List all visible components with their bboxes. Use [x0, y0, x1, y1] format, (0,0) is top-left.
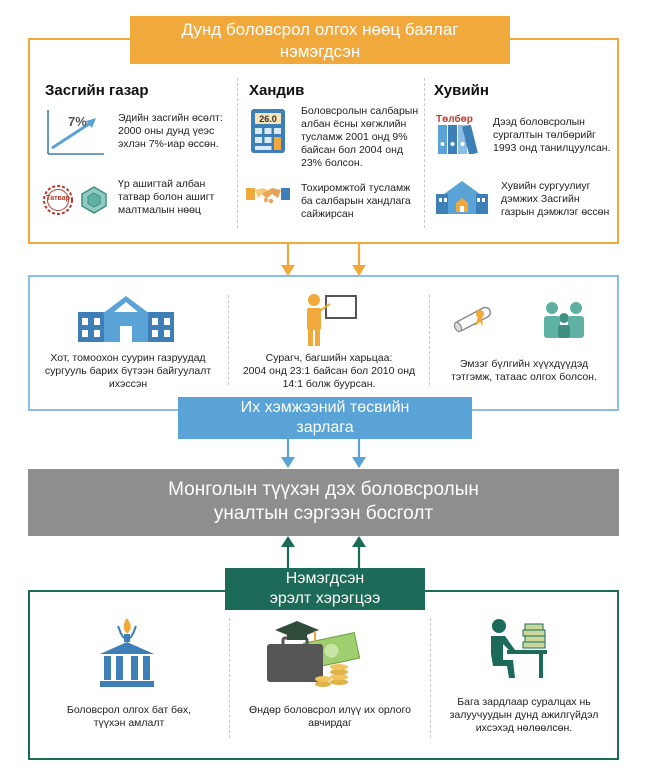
expenditure-banner-line1: Их хэмжээний төсвийн	[240, 399, 410, 416]
government-text-2: Үр ашигтай албан татвар болон ашигт малтмалын нөөц	[118, 178, 215, 216]
demand-banner	[225, 568, 425, 610]
blue-arrow-right	[351, 437, 367, 469]
institution-torch-icon	[98, 616, 156, 688]
demand-banner-line2: эрэлт хэрэгцээ	[269, 590, 381, 607]
private-heading: Хувийн	[434, 82, 489, 99]
top-divider-2	[424, 78, 425, 228]
graduation-money-icon	[245, 618, 363, 688]
resources-banner-line1: Дунд боловсрол олгох нөөц баялаг	[181, 20, 459, 39]
orange-arrow-left	[280, 243, 296, 277]
green-arrow-right	[351, 536, 367, 570]
growth-percent-label: 7%	[68, 114, 87, 129]
top-divider-1	[237, 78, 238, 228]
blue-arrow-left	[280, 437, 296, 469]
private-text-2: Хувийн сургуулиуг дэмжих Засгийн газрын дэмжлэг өссөн	[501, 180, 610, 218]
mineral-gem-icon	[80, 186, 108, 214]
green-arrow-left	[280, 536, 296, 570]
donors-heading: Хандив	[249, 82, 305, 99]
bottom-divider-2	[430, 618, 431, 738]
private-text-1: Дээд боловсролын сургалтын төлбөрийг 1993 онд танилцуулсан.	[493, 116, 611, 154]
orange-arrow-right	[351, 243, 367, 277]
resources-banner-line2: нэмэгдсэн	[279, 42, 361, 61]
calculator-display: 26.0	[259, 114, 277, 124]
demand-banner-line1: Нэмэгдсэн	[285, 570, 365, 587]
recovery-line1: Монголын түүхэн дэх боловсролын	[168, 479, 479, 500]
teacher-board-icon	[300, 292, 358, 346]
tax-stamp-label: Татвар	[46, 195, 70, 202]
government-heading: Засгийн газар	[45, 82, 149, 99]
student-desk-icon	[485, 616, 549, 680]
mid-divider-1	[228, 295, 229, 385]
donors-text-1: Боловсролын салбарын албан ёсны хөгжлийн тусламж 2001 онд 9% байсан бол 2004 онд 23% болсон.	[301, 105, 419, 169]
donors-text-2: Тохиромжтой тусламж ба салбарын хандлага сайжирсан	[301, 182, 411, 220]
fee-label: Төлбөр	[436, 114, 473, 125]
commitment-text: Боловсрол олгох бат бөх, түүхэн амлалт	[66, 704, 192, 729]
government-text-1: Эдийн засгийн өсөлт: 2000 оны дунд үеэс эхлэн 7%-иар өссөн.	[118, 112, 223, 150]
family-icon	[540, 300, 588, 338]
recovery-box	[28, 469, 619, 536]
expenditure-banner-line2: зарлага	[296, 419, 354, 436]
ratio-text: Сурагч, багшийн харьцаа: 2004 онд 23:1 байсан бол 2010 онд 14:1 болж буурсан.	[242, 352, 416, 390]
bottom-divider-1	[229, 618, 230, 738]
diploma-scroll-icon	[450, 300, 496, 338]
handshake-icon	[246, 180, 290, 210]
income-text: Өндөр боловсрол илүү их орлого авчирдаг	[249, 704, 411, 729]
mid-divider-2	[429, 295, 430, 385]
construction-text: Хот, томоохон суурин газруудад сургууль барих бүтээн байгуулалт ихэссэн	[44, 352, 212, 390]
private-school-icon	[436, 180, 488, 214]
school-building-icon	[78, 296, 174, 344]
expenditure-banner	[178, 397, 472, 439]
recovery-line2: уналтын сэргээн босголт	[213, 503, 434, 524]
unemployment-text: Бага зардлаар суралцах нь залуучуудын дунд ажилгүйдэл ихсэхэд нөлөөлсөн.	[449, 696, 599, 734]
vulnerable-text: Эмзэг бүлгийн хүүхдүүдэд тэтгэмж, татаас олгох болсон.	[451, 358, 597, 383]
resources-banner	[130, 16, 510, 64]
